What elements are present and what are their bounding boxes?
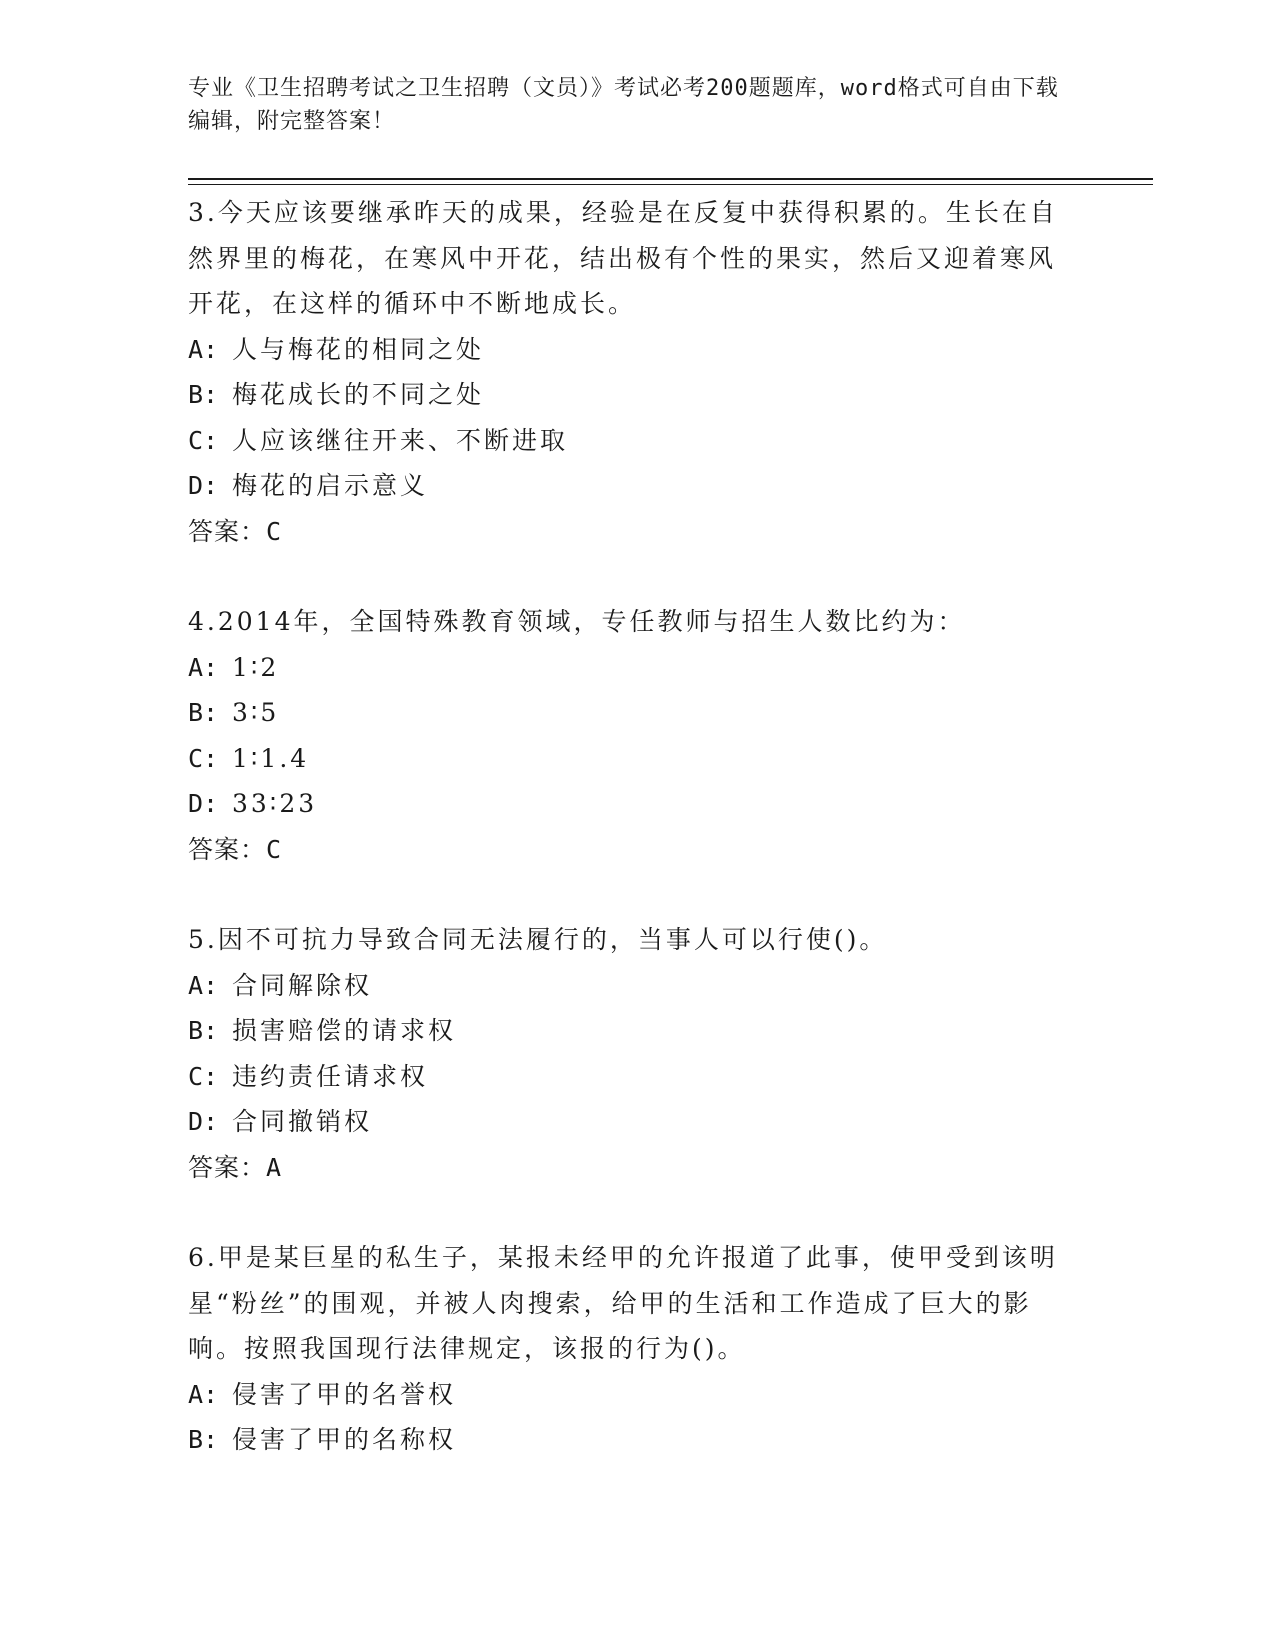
option-text: 人应该继往开来、不断进取 (232, 425, 569, 455)
option-letter: C: (188, 1061, 219, 1091)
question-stem: 3.今天应该要继承昨天的成果，经验是在反复中获得积累的。生长在自然界里的梅花，在寒风中开花，结出极有个性的果实，然后又迎着寒风开花，在这样的循环中不断地成长。 (188, 198, 1058, 318)
option-b (188, 690, 1068, 736)
option-a (188, 1372, 1068, 1418)
answer-line (188, 827, 1068, 873)
question-item (188, 917, 1068, 1190)
option-letter: B: (188, 1425, 219, 1454)
option-text: 合同撤销权 (232, 1107, 373, 1136)
option-letter: C: (188, 425, 219, 455)
question-item (188, 599, 1068, 872)
question-stem: 4.2014年，全国特殊教育领域，专任教师与招生人数比约为： (188, 607, 966, 636)
answer-label: 答案： (188, 1152, 267, 1182)
spacer (188, 872, 1068, 917)
answer-value: C (266, 516, 283, 546)
option-b (188, 372, 1068, 418)
answer-value: A (266, 1152, 283, 1182)
question-list (188, 190, 1068, 1463)
option-d (188, 1099, 1068, 1145)
option-text: 侵害了甲的名誉权 (232, 1379, 457, 1409)
header-divider-thin (188, 184, 1153, 185)
option-letter: B: (188, 698, 219, 727)
option-c (188, 736, 1068, 782)
option-text: 违约责任请求权 (232, 1061, 429, 1091)
option-text: 1∶2 (232, 652, 280, 682)
spacer (188, 554, 1068, 599)
option-text: 1∶1.4 (232, 743, 310, 773)
option-d (188, 781, 1068, 827)
option-text: 合同解除权 (232, 970, 373, 1000)
question-stem: 6.甲是某巨星的私生子，某报未经甲的允许报道了此事，使甲受到该明星“粉丝”的围观，并被人肉搜索，给甲的生活和工作造成了巨大的影响。按照我国现行法律规定，该报的行为()。 (188, 1243, 1058, 1363)
spacer (188, 1190, 1068, 1235)
option-letter: D: (188, 471, 219, 500)
document-header: 专业《卫生招聘考试之卫生招聘（文员）》考试必考200题题库，word格式可自由下载编辑，附完整答案！ (188, 76, 1059, 134)
option-c (188, 418, 1068, 464)
answer-line (188, 1145, 1068, 1191)
option-text: 人与梅花的相同之处 (232, 334, 485, 364)
option-c (188, 1054, 1068, 1100)
option-text: 侵害了甲的名称权 (232, 1425, 457, 1454)
question-item (188, 1235, 1068, 1463)
option-a (188, 645, 1068, 691)
option-letter: D: (188, 789, 219, 818)
option-text: 损害赔偿的请求权 (232, 1016, 457, 1045)
option-d (188, 463, 1068, 509)
answer-line (188, 509, 1068, 555)
answer-label: 答案： (188, 516, 267, 546)
header-divider-thick (188, 178, 1153, 180)
option-text: 梅花的启示意义 (232, 471, 429, 500)
option-letter: A: (188, 652, 219, 682)
option-text: 33∶23 (232, 789, 318, 818)
option-letter: C: (188, 743, 219, 773)
option-a (188, 963, 1068, 1009)
option-text: 梅花成长的不同之处 (232, 380, 485, 409)
question-stem: 5.因不可抗力导致合同无法履行的，当事人可以行使()。 (188, 925, 888, 954)
option-letter: A: (188, 1379, 219, 1409)
option-b (188, 1417, 1068, 1463)
answer-label: 答案： (188, 834, 267, 864)
option-letter: D: (188, 1107, 219, 1136)
option-letter: A: (188, 970, 219, 1000)
question-item (188, 190, 1068, 554)
option-letter: B: (188, 380, 219, 409)
option-b (188, 1008, 1068, 1054)
option-letter: A: (188, 334, 219, 364)
option-a (188, 327, 1068, 373)
answer-value: C (266, 834, 283, 864)
option-letter: B: (188, 1016, 219, 1045)
option-text: 3∶5 (232, 698, 280, 727)
